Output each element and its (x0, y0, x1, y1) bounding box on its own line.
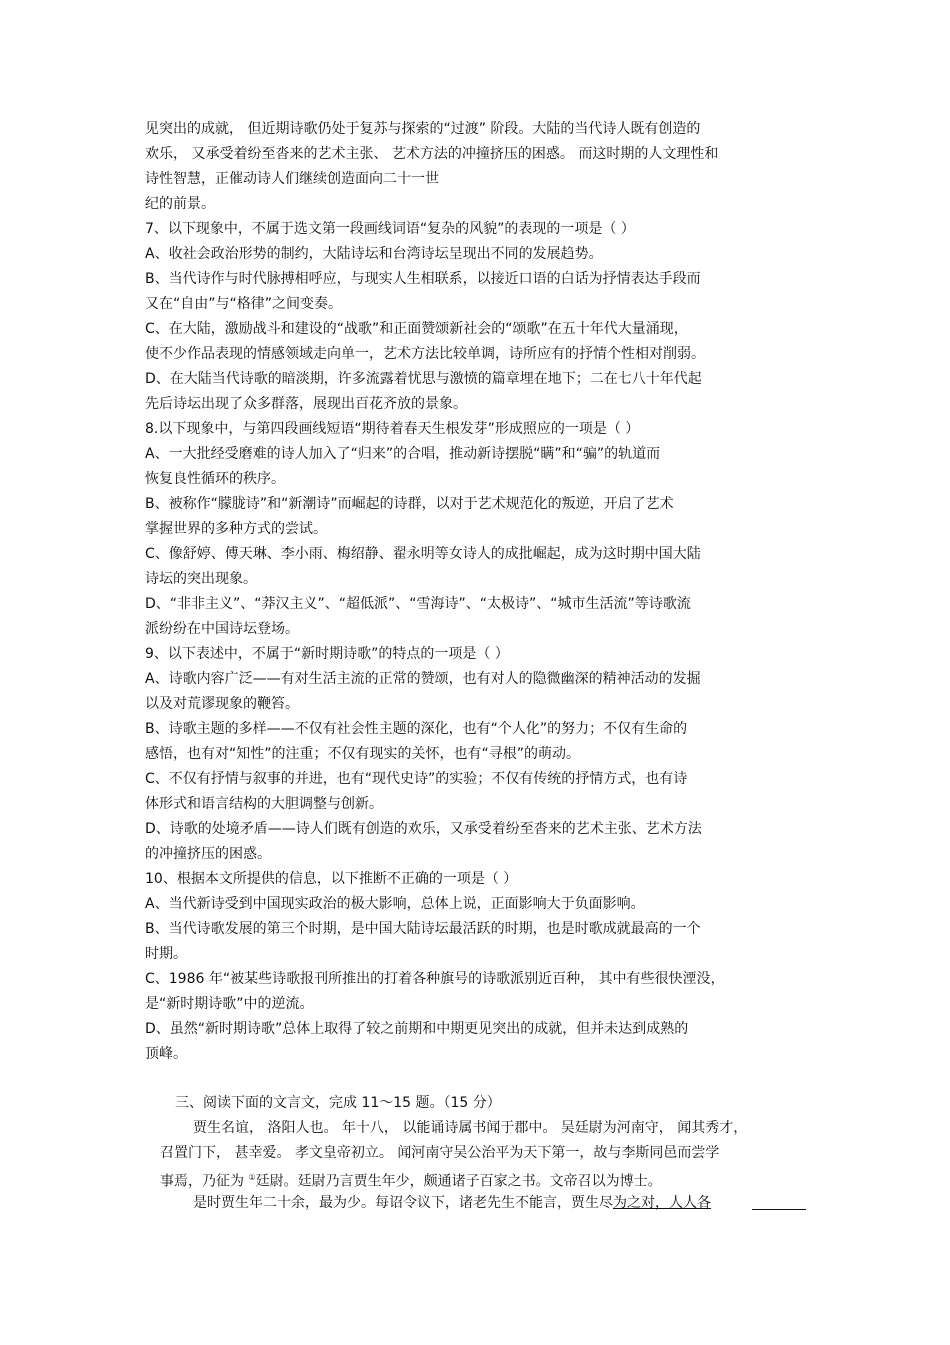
classical-text-line-4-a: 是时贾生年二十余，最为少。每诏令议下，诸老先生不能言，贾生尽 (193, 1195, 613, 1211)
question-9-option-a: A、诗歌内容广泛——有对生活主流的正常的赞颂，也有对人的隐微幽深的精神活动的发掘 (145, 671, 701, 687)
question-10-option-a: A、当代新诗受到中国现实政治的极大影响，总体上说，正面影响大于负面影响。 (145, 896, 645, 912)
question-10-stem: 10、根据本文所提供的信息，以下推断不正确的一项是（ ） (145, 871, 518, 887)
question-10-option-d-cont: 顶峰。 (145, 1046, 187, 1062)
question-7-option-d: D、在大陆当代诗歌的暗淡期，许多流露着忧思与激愤的篇章埋在地下；二在七八十年代起 (145, 371, 702, 387)
question-9-option-b: B、诗歌主题的多样——不仅有社会性主题的深化，也有“个人化”的努力；不仅有生命的 (145, 721, 688, 737)
passage-line-1: 见突出的成就， 但近期诗歌仍处于复苏与探索的“过渡” 阶段。大陆的当代诗人既有创造的 (145, 121, 701, 137)
question-8-option-c: C、像舒婷、傅天琳、李小雨、梅绍静、翟永明等女诗人的成批崛起，成为这时期中国大陆 (145, 546, 701, 562)
question-8-option-b-cont: 掌握世界的多种方式的尝试。 (145, 521, 327, 537)
underline-blank (752, 1209, 806, 1210)
question-9-option-d: D、诗歌的处境矛盾——诗人们既有创造的欢乐，又承受着纷至沓来的艺术主张、艺术方法 (145, 821, 702, 837)
question-8-option-b: B、被称作“朦胧诗”和“新潮诗”而崛起的诗群，以对于艺术规范化的叛逆，开启了艺术 (145, 496, 674, 512)
question-10-option-c-cont: 是“新时期诗歌”中的逆流。 (145, 996, 314, 1012)
question-7-stem: 7、以下现象中，不属于选文第一段画线词语“复杂的风貌”的表现的一项是（ ） (145, 221, 635, 237)
question-7-option-d-cont: 先后诗坛出现了众多群落，展现出百花齐放的景象。 (145, 396, 467, 412)
classical-text-line-1: 贾生名谊， 洛阳人也。 年十八， 以能诵诗属书闻于郡中。 吴廷尉为河南守， 闻其秀才， (193, 1120, 748, 1136)
classical-text-line-3 (160, 1169, 662, 1191)
question-7-option-a: A、收社会政治形势的制约，大陆诗坛和台湾诗坛呈现出不同的发展趋势。 (145, 246, 603, 262)
question-9-stem: 9、以下表述中，不属于“新时期诗歌”的特点的一项是（ ） (145, 646, 509, 662)
passage-line-4: 纪的前景。 (145, 196, 215, 212)
question-9-option-c-cont: 体形式和语言结构的大胆调整与创新。 (145, 796, 383, 812)
classical-text-line-4 (193, 1194, 711, 1212)
question-8-option-a: A、一大批经受磨难的诗人加入了“归来”的合唱，推动新诗摆脱“瞒”和“骗”的轨道而 (145, 446, 661, 462)
question-10-option-c: C、1986 年“被某些诗歌报刊所推出的打着各种旗号的诗歌派别近百种， 其中有些很快湮没， (145, 971, 725, 987)
question-7-option-c-cont: 使不少作品表现的情感领域走向单一，艺术方法比较单调，诗所应有的抒情个性相对削弱。 (145, 346, 705, 362)
question-8-option-d-cont: 派纷纷在中国诗坛登场。 (145, 621, 299, 637)
question-8-option-d: D、“非非主义”、“莽汉主义”、“超低派”、“雪海诗”、“太极诗”、“城市生活流”等诗歌流 (145, 596, 691, 612)
question-10-option-d: D、虽然“新时期诗歌”总体上取得了较之前期和中期更见突出的成就，但并未达到成熟的 (145, 1021, 689, 1037)
question-9-option-a-cont: 以及对荒谬现象的鞭笞。 (145, 696, 299, 712)
classical-text-line-3-b: 廷尉。廷尉乃言贾生年少，颇通诸子百家之书。文帝召以为博士。 (255, 1173, 662, 1190)
question-8-option-c-cont: 诗坛的突出现象。 (145, 571, 257, 587)
classical-text-line-2: 召置门下， 甚幸爱。 孝文皇帝初立。 闻河南守吴公治平为天下第一，故与李斯同邑而尝学 (160, 1145, 720, 1161)
question-10-option-b-cont: 时期。 (145, 946, 187, 962)
question-9-option-c: C、不仅有抒情与叙事的并进，也有“现代史诗”的实验；不仅有传统的抒情方式，也有诗 (145, 771, 688, 787)
question-8-option-a-cont: 恢复良性循环的秩序。 (145, 471, 285, 487)
question-7-option-b-cont: 又在“自由”与“格律”之间变奏。 (145, 296, 343, 312)
section-3-heading: 三、阅读下面的文言文，完成 11～15 题。（15 分） (175, 1095, 501, 1111)
question-8-stem: 8.以下现象中，与第四段画线短语“期待着春天生根发芽”形成照应的一项是（ ） (145, 421, 640, 437)
passage-line-3: 诗性智慧，正催动诗人们继续创造面向二十一世 (145, 171, 439, 187)
underlined-sentence: 为之对，人人各 (613, 1195, 711, 1211)
question-7-option-c: C、在大陆，激励战斗和建设的“战歌”和正面赞颂新社会的“颂歌”在五十年代大量涌现， (145, 321, 688, 337)
passage-line-2: 欢乐， 又承受着纷至沓来的艺术主张、 艺术方法的冲撞挤压的困惑。 而这时期的人文理性和 (145, 146, 719, 162)
question-7-option-b: B、当代诗作与时代脉搏相呼应，与现实人生相联系，以接近口语的白话为抒情表达手段而 (145, 271, 701, 287)
question-9-option-b-cont: 感悟，也有对“知性”的注重；不仅有现实的关怀，也有“寻根”的萌动。 (145, 746, 581, 762)
classical-text-line-3-a: 事焉，乃征为 (160, 1173, 249, 1190)
footnote-marker: ① (248, 1173, 256, 1182)
question-9-option-d-cont: 的冲撞挤压的困惑。 (145, 846, 271, 862)
question-10-option-b: B、当代诗歌发展的第三个时期，是中国大陆诗坛最活跃的时期，也是时歌成就最高的一个 (145, 921, 701, 937)
